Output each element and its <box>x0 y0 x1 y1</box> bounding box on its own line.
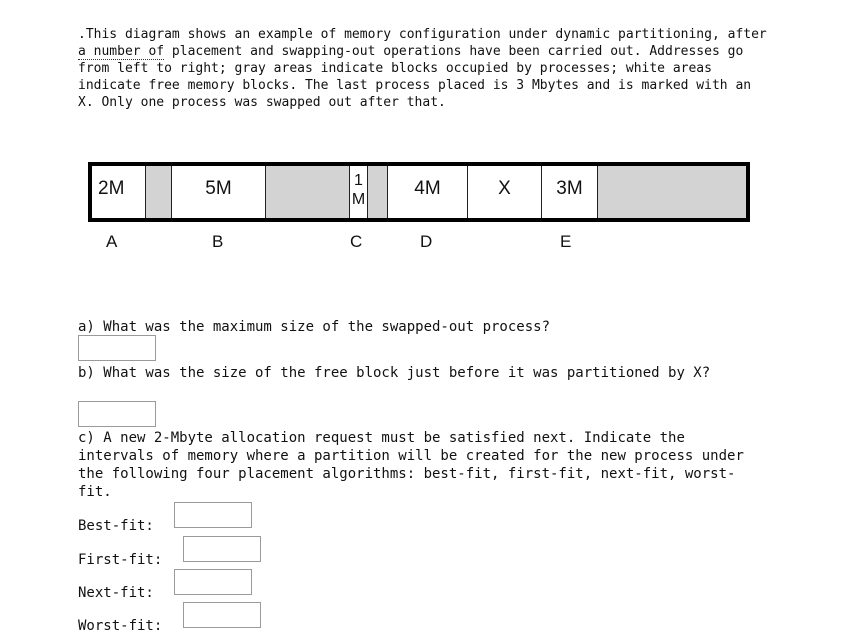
intro-underlined-phrase: a number of <box>78 44 165 59</box>
block-label: 3M <box>556 178 583 199</box>
intro-paragraph <box>78 26 768 111</box>
marker-a: A <box>106 232 118 251</box>
marker-c: C <box>350 232 363 251</box>
marker-b: B <box>212 232 224 251</box>
memory-block-1m <box>350 166 368 218</box>
best-fit-input[interactable] <box>174 502 252 528</box>
memory-diagram <box>88 162 750 222</box>
answer-b-input[interactable] <box>78 401 156 427</box>
intro-text-part1: This diagram shows an example of memory configuration under dynamic partitioning, after <box>85 27 767 42</box>
first-fit-label: First-fit: <box>78 552 163 568</box>
question-a: a) What was the maximum size of the swapped-out process? <box>78 319 551 335</box>
block-label-stacked <box>350 171 367 209</box>
block-label: X <box>498 178 511 199</box>
block-label: 2M <box>98 178 125 199</box>
memory-block-free <box>368 166 388 218</box>
worst-fit-label: Worst-fit: <box>78 618 163 634</box>
answer-a-input[interactable] <box>78 335 156 361</box>
worst-fit-input[interactable] <box>183 602 261 628</box>
memory-block-free <box>266 166 350 218</box>
memory-block-3m <box>542 166 598 218</box>
memory-block-free <box>598 166 746 218</box>
block-label: 4M <box>414 178 441 199</box>
marker-e: E <box>560 232 572 251</box>
next-fit-input[interactable] <box>174 569 252 595</box>
memory-block-5m <box>172 166 266 218</box>
marker-d: D <box>420 232 433 251</box>
memory-block-2m <box>92 166 146 218</box>
question-b: b) What was the size of the free block just before it was partitioned by X? <box>78 365 711 381</box>
memory-block-x <box>468 166 542 218</box>
first-fit-input[interactable] <box>183 536 261 562</box>
next-fit-label: Next-fit: <box>78 585 154 601</box>
block-label-bottom: M <box>351 191 366 208</box>
question-c: c) A new 2-Mbyte allocation request must be satisfied next. Indicate the intervals of memory where a partition will be created for the new process under the following four placement algorithms: best-fit, first-fit, next-fit, worst-fit. <box>78 430 744 500</box>
intro-text-part2: placement and swapping-out operations have been carried out. Addresses go from left to right; gray areas indicate blocks occupied by processes; white areas indicate free memory blocks. The last process placed is 3 Mbytes and is marked with an X. Only one process was swapped out after that. <box>78 44 752 110</box>
intro-bullet: . <box>78 27 86 42</box>
memory-block-free <box>146 166 172 218</box>
block-label-top: 1 <box>354 172 363 189</box>
best-fit-label: Best-fit: <box>78 518 154 534</box>
memory-block-4m <box>388 166 468 218</box>
block-label: 5M <box>205 178 232 199</box>
